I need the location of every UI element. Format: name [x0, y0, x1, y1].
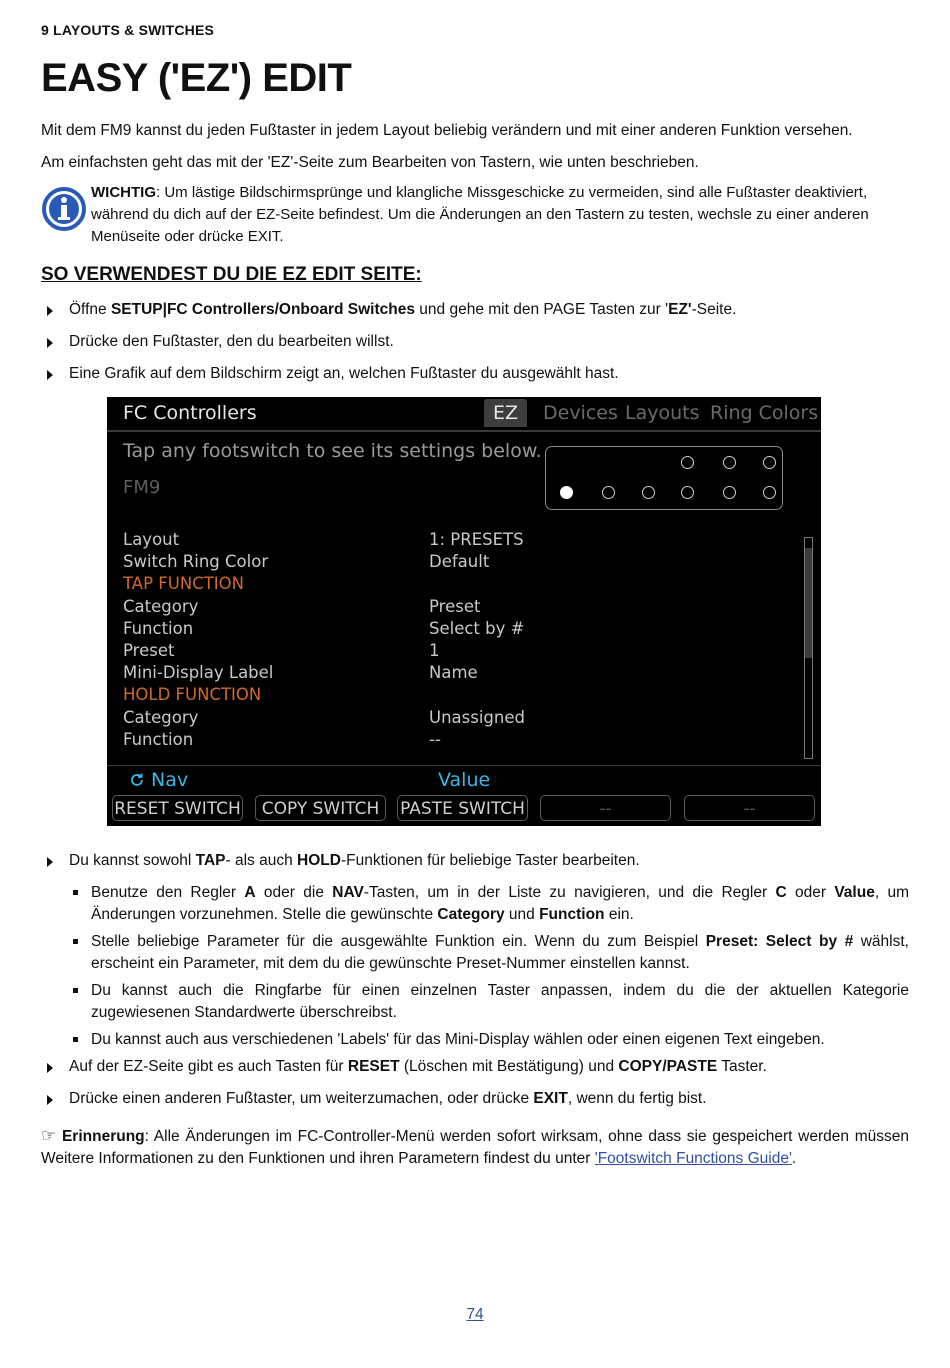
footswitch[interactable] [763, 486, 776, 499]
nav-indicator [129, 769, 188, 791]
table-row[interactable] [123, 641, 803, 663]
param-value: Unassigned [429, 708, 525, 727]
section-label: TAP FUNCTION [123, 574, 244, 593]
text: Benutze den Regler [91, 884, 245, 901]
square-bullet-icon [73, 939, 78, 944]
screen-footer-divider [107, 765, 821, 766]
text: ein. [604, 906, 634, 923]
param-value: -- [429, 730, 441, 749]
param-label: Function [123, 730, 194, 749]
sub-list-item [69, 980, 909, 1024]
tab-layouts[interactable]: Layouts [625, 402, 700, 424]
copy-switch-button[interactable]: COPY SWITCH [255, 795, 386, 821]
table-row[interactable] [123, 708, 803, 730]
exit-keyword: EXIT [533, 1090, 568, 1107]
knob-a: A [244, 884, 256, 901]
section-label: HOLD FUNCTION [123, 685, 262, 704]
text: -Tasten, um in der Liste zu navigieren, und die Regler [363, 884, 776, 901]
param-label: Switch Ring Color [123, 552, 269, 571]
square-bullet-icon [73, 1037, 78, 1042]
nav-keyword: NAV [332, 884, 364, 901]
text: Stelle beliebige Parameter für die ausgewählte Funktion ein. Wenn du zum Beispiel [91, 933, 706, 950]
text: Taster. [717, 1058, 767, 1075]
intro-paragraph-1: Mit dem FM9 kannst du jeden Fußtaster in jedem Layout beliebig verändern und mit einer anderen Funktion versehen. [41, 122, 853, 139]
text: (Löschen mit Bestätigung) und [399, 1058, 619, 1075]
list-item [41, 1056, 909, 1078]
section-row [123, 574, 803, 596]
footswitch[interactable] [602, 486, 615, 499]
param-label: Category [123, 708, 199, 727]
triangle-bullet-icon [47, 857, 53, 867]
tab-ring-colors[interactable]: Ring Colors [710, 402, 819, 424]
paste-switch-button[interactable]: PASTE SWITCH [397, 795, 528, 821]
copy-paste-keyword: COPY/PASTE [618, 1058, 718, 1075]
param-label: Mini-Display Label [123, 663, 274, 682]
param-value: Select by # [429, 619, 525, 638]
device-screenshot [107, 397, 821, 826]
intro-paragraph-2: Am einfachsten geht das mit der 'EZ'-Seite zum Bearbeiten von Tastern, wie unten beschrieben. [41, 154, 699, 171]
screen-title: FC Controllers [123, 402, 257, 424]
text: Auf der EZ-Seite gibt es auch Tasten für [69, 1058, 348, 1075]
text: , wenn du fertig bist. [567, 1090, 707, 1107]
table-row[interactable] [123, 597, 803, 619]
screen-prompt: Tap any footswitch to see its settings below. [123, 440, 542, 462]
text: -Funktionen für beliebige Taster bearbeiten. [340, 852, 640, 869]
category-keyword: Category [437, 906, 505, 923]
text: und [504, 906, 540, 923]
triangle-bullet-icon [47, 370, 53, 380]
text: Drücke einen anderen Fußtaster, um weiterzumachen, oder drücke [69, 1090, 534, 1107]
nav-label: Nav [151, 769, 189, 791]
list-item-text: Eine Grafik auf dem Bildschirm zeigt an, welchen Fußtaster du ausgewählt hast. [69, 365, 619, 382]
sub-list-text: Du kannst auch aus verschiedenen 'Labels' für das Mini-Display wählen oder einen eigenen Text eingeben. [91, 1031, 825, 1048]
device-name: FM9 [123, 477, 161, 498]
reset-switch-button[interactable]: RESET SWITCH [112, 795, 243, 821]
table-row[interactable] [123, 619, 803, 641]
footswitch-guide-link[interactable]: 'Footswitch Functions Guide' [594, 1150, 792, 1167]
param-label: Preset [123, 641, 175, 660]
empty-softkey-4[interactable]: -- [540, 795, 671, 821]
screen-header [107, 397, 821, 432]
text: Öffne [69, 301, 111, 318]
section-header: 9 LAYOUTS & SWITCHES [41, 22, 215, 38]
footswitch[interactable] [763, 456, 776, 469]
text: und gehe mit den PAGE Tasten zur ' [414, 301, 669, 318]
list-item [41, 1088, 909, 1110]
triangle-bullet-icon [47, 306, 53, 316]
sub-list-text: Du kannst auch die Ringfarbe für einen einzelnen Taster anpassen, indem du die der aktuellen Kategorie zugewiesenen Standardwerte überschreibst. [91, 982, 909, 1021]
param-label: Category [123, 597, 199, 616]
param-label: Layout [123, 530, 180, 549]
footswitch[interactable] [642, 486, 655, 499]
text: oder [786, 884, 835, 901]
rotate-icon [129, 772, 145, 788]
reset-keyword: RESET [347, 1058, 400, 1075]
page-number[interactable]: 74 [466, 1306, 484, 1323]
text: , um Änderungen vorzunehmen. Stelle die gewünschte [91, 884, 909, 923]
value-label: Value [438, 769, 491, 791]
section-row [123, 685, 803, 707]
info-icon [41, 186, 87, 232]
list-item [41, 363, 909, 385]
triangle-bullet-icon [47, 1095, 53, 1105]
text: - als auch [225, 852, 298, 869]
tab-devices[interactable]: Devices [543, 402, 618, 424]
footswitch[interactable] [681, 456, 694, 469]
text: oder die [255, 884, 333, 901]
scrollbar[interactable] [804, 537, 813, 759]
square-bullet-icon [73, 988, 78, 993]
param-value: 1: PRESETS [429, 530, 524, 549]
list-item [41, 850, 909, 872]
triangle-bullet-icon [47, 1063, 53, 1073]
reminder-label: Erinnerung [61, 1128, 145, 1145]
example-keyword: Preset: Select by # [705, 933, 854, 950]
text: Du kannst sowohl [69, 852, 196, 869]
reminder-text: : Alle Änderungen im FC-Controller-Menü werden sofort wirksam, ohne dass sie gespeichert werden müssen Weitere Informationen zu den Funktionen und ihren Parametern findest du unter [41, 1128, 909, 1167]
text: wählst, erscheint ein Parameter, mit dem du die gewünschte Preset-Nummer einstellen kannst. [91, 933, 909, 972]
triangle-bullet-icon [47, 338, 53, 348]
table-row[interactable] [123, 663, 803, 685]
footswitch[interactable] [723, 486, 736, 499]
param-value: Default [429, 552, 490, 571]
footswitch-map [545, 446, 783, 510]
sub-list-item [69, 1029, 909, 1051]
list-item [41, 331, 909, 353]
scrollbar-thumb[interactable] [805, 548, 812, 658]
list-item [41, 299, 909, 321]
function-keyword: Function [539, 906, 605, 923]
table-row[interactable] [123, 552, 803, 574]
table-row[interactable] [123, 730, 803, 752]
page-title: EASY ('EZ') EDIT [41, 56, 352, 100]
sub-list-item [69, 882, 909, 926]
knob-c: C [775, 884, 787, 901]
tab-ez[interactable]: EZ [484, 399, 527, 427]
param-label: Function [123, 619, 194, 638]
param-value: Name [429, 663, 478, 682]
section-heading: SO VERWENDEST DU DIE EZ EDIT SEITE: [41, 264, 422, 285]
param-value: 1 [429, 641, 440, 660]
param-value: Preset [429, 597, 481, 616]
pointing-hand-icon: ☞ [41, 1126, 57, 1145]
reminder-note [41, 1125, 909, 1170]
table-row[interactable] [123, 530, 803, 552]
hold-keyword: HOLD [297, 852, 341, 869]
menu-path: SETUP|FC Controllers/Onboard Switches [110, 301, 415, 318]
note-text: : Um lästige Bildschirmsprünge und klangliche Missgeschicke zu vermeiden, sind alle Fußtaster deaktiviert, während du dich auf der EZ-Seite befindest. Um die Änderungen an den Tastern zu testen, wechsle zu einer anderen Menüseite oder drücke EXIT. [91, 184, 869, 245]
page-name: EZ' [668, 301, 692, 318]
footswitch-selected[interactable] [560, 486, 573, 499]
note-label: WICHTIG [91, 184, 156, 201]
empty-softkey-5[interactable]: -- [684, 795, 815, 821]
list-item-text: Drücke den Fußtaster, den du bearbeiten willst. [69, 333, 394, 350]
footswitch[interactable] [681, 486, 694, 499]
sub-list-item [69, 931, 909, 975]
tap-keyword: TAP [195, 852, 226, 869]
square-bullet-icon [73, 890, 78, 895]
value-keyword: Value [834, 884, 875, 901]
text: . [791, 1150, 797, 1167]
footswitch[interactable] [723, 456, 736, 469]
text: -Seite. [691, 301, 737, 318]
